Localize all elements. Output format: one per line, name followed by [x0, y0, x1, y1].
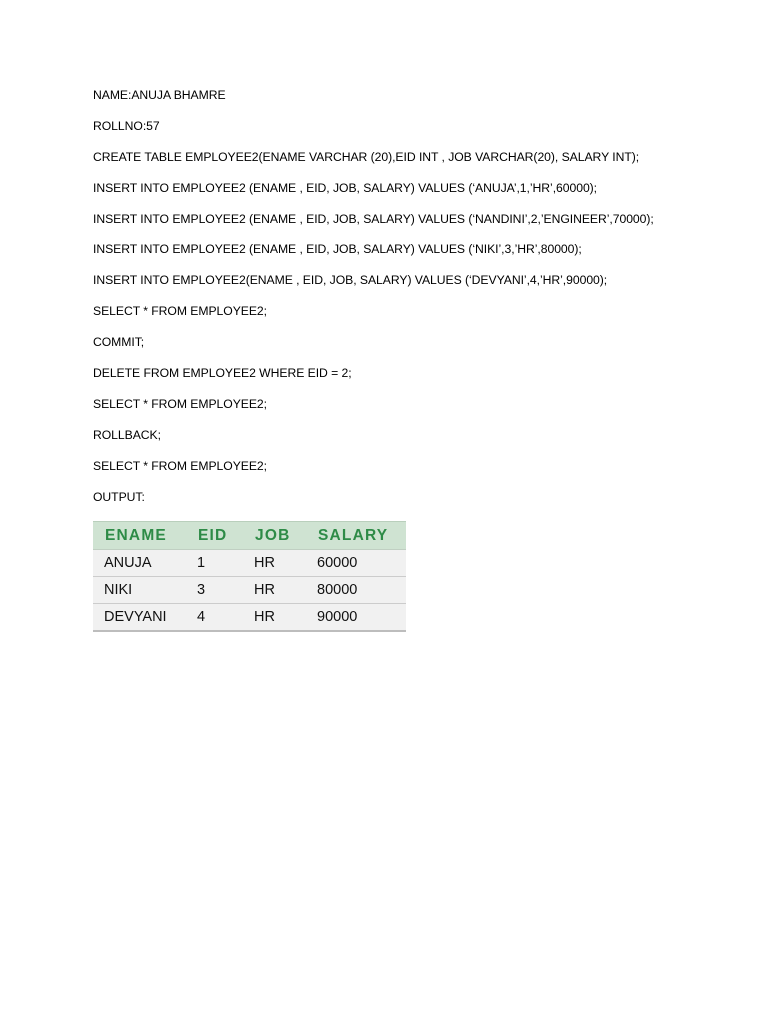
output-table	[93, 521, 406, 632]
column-header-eid: EID	[186, 522, 243, 550]
student-name-line: NAME:ANUJA BHAMRE	[93, 88, 226, 102]
sql-commit-line: COMMIT;	[93, 335, 145, 350]
sql-select-line: SELECT * FROM EMPLOYEE2;	[93, 396, 267, 411]
cell-ename: NIKI	[93, 577, 186, 604]
roll-number-line: ROLLNO:57	[93, 118, 160, 133]
cell-salary: 80000	[306, 577, 406, 604]
cell-job: HR	[243, 604, 306, 632]
cell-ename: DEVYANI	[93, 604, 186, 632]
column-header-salary: SALARY	[306, 522, 406, 550]
sql-insert-line: INSERT INTO EMPLOYEE2 (ENAME , EID, JOB, SALARY) VALUES (‘NIKI’,3,’HR’,80000);	[93, 242, 582, 257]
cell-job: HR	[243, 577, 306, 604]
cell-eid: 1	[186, 550, 243, 577]
cell-salary: 60000	[306, 550, 406, 577]
sql-delete-line: DELETE FROM EMPLOYEE2 WHERE EID = 2;	[93, 366, 352, 381]
sql-create-table-line: CREATE TABLE EMPLOYEE2(ENAME VARCHAR (20),EID INT , JOB VARCHAR(20), SALARY INT);	[93, 149, 640, 164]
column-header-ename: ENAME	[93, 522, 186, 550]
table-header-row	[93, 522, 406, 550]
output-label: OUTPUT:	[93, 489, 145, 504]
sql-rollback-line: ROLLBACK;	[93, 427, 161, 442]
column-header-job: JOB	[243, 522, 306, 550]
cell-job: HR	[243, 550, 306, 577]
sql-insert-line: INSERT INTO EMPLOYEE2(ENAME , EID, JOB, SALARY) VALUES (‘DEVYANI’,4,’HR’,90000);	[93, 273, 608, 288]
document-body	[93, 88, 733, 520]
sql-select-line: SELECT * FROM EMPLOYEE2;	[93, 304, 267, 319]
cell-salary: 90000	[306, 604, 406, 632]
sql-insert-line: INSERT INTO EMPLOYEE2 (ENAME , EID, JOB, SALARY) VALUES (‘ANUJA’,1,’HR’,60000);	[93, 180, 598, 195]
cell-eid: 3	[186, 577, 243, 604]
table-row	[93, 604, 406, 632]
cell-ename: ANUJA	[93, 550, 186, 577]
sql-select-line: SELECT * FROM EMPLOYEE2;	[93, 458, 267, 473]
table-row	[93, 577, 406, 604]
cell-eid: 4	[186, 604, 243, 632]
table-row	[93, 550, 406, 577]
sql-insert-line: INSERT INTO EMPLOYEE2 (ENAME , EID, JOB, SALARY) VALUES (‘NANDINI’,2,’ENGINEER’,70000);	[93, 211, 654, 226]
